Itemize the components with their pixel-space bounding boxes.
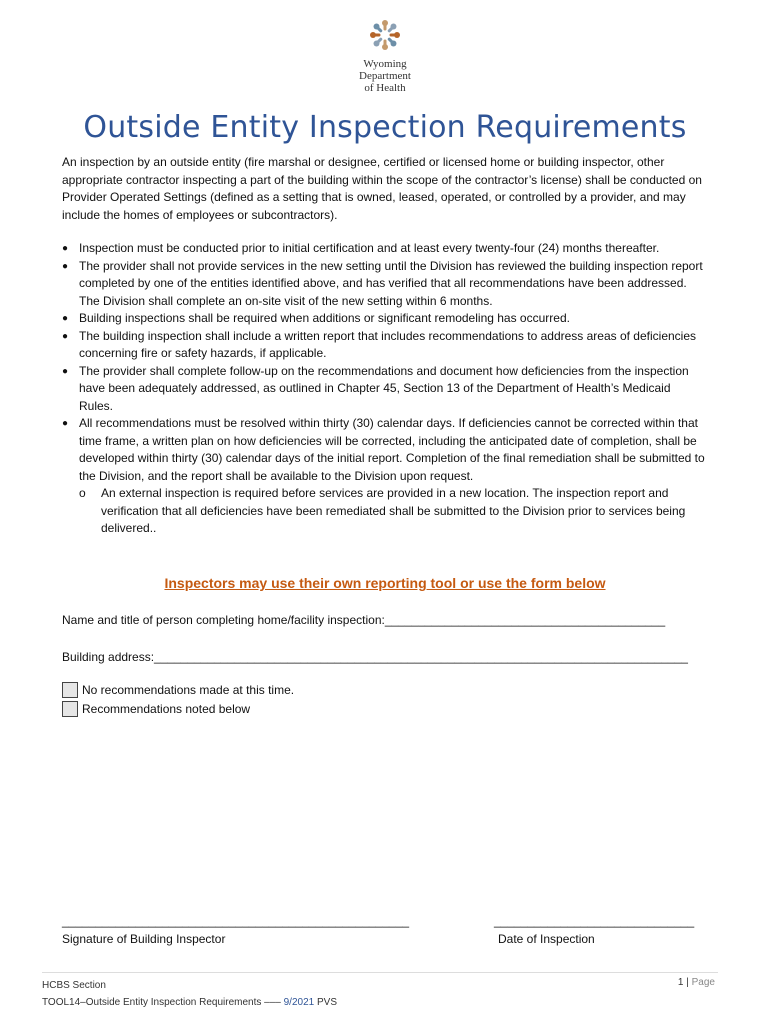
footer-section: HCBS Section xyxy=(42,980,106,991)
no-recommendations-label: No recommendations made at this time. xyxy=(82,683,295,697)
sub-list xyxy=(79,485,707,538)
bullet-icon: ● xyxy=(62,260,69,272)
list-item-text: Building inspections shall be required when additions or significant remodeling has occurred. xyxy=(79,311,570,325)
list-item-text: The provider shall complete follow-up on the recommendations and document how deficiencies from the inspection have been adequately addressed, as outlined in Chapter 45, Section 13 of the Department of Health’s Medicaid Rules. xyxy=(79,363,689,413)
reporting-heading: Inspectors may use their own reporting tool or use the form below xyxy=(164,575,606,591)
recommendations-noted-checkbox[interactable] xyxy=(62,701,78,717)
intro-paragraph: An inspection by an outside entity (fire marshal or designee, certified or licensed home or building inspector, other appropriate contractor inspecting a part of the building within the scope of the contractor’s license) shall be conducted on Provider Operated Settings (defined as a setting that is owned, leased, operated, or controlled by a provider, and may include the homes of employees or subcontractors). xyxy=(62,155,702,222)
list-item xyxy=(62,310,707,328)
logo-figure-head xyxy=(382,44,388,50)
wdh-logo xyxy=(0,14,770,94)
logo-text xyxy=(0,58,770,94)
bullet-icon: ● xyxy=(62,313,69,324)
logo-figure-head xyxy=(394,32,400,38)
footer-doc-suffix: PVS xyxy=(314,997,338,1008)
wdh-logo-mark-icon xyxy=(365,14,405,56)
logo-figure-head xyxy=(390,40,396,46)
list-item-text: All recommendations must be resolved within thirty (30) calendar days. If deficiencies cannot be corrected within that time frame, a written plan on how deficiencies will be corrected, including the anticipated date of completion, shall be developed within thirty (30) calendar days of the initial report. Completion of the final remediation shall be submitted to the Division, and the report shall be available to the Division upon request. xyxy=(79,416,705,483)
footer-left xyxy=(42,977,337,1011)
logo-line-1: Wyoming xyxy=(363,58,407,70)
logo-line-2: Department xyxy=(359,70,411,82)
bullet-icon: ● xyxy=(62,418,69,429)
list-item xyxy=(62,240,707,258)
list-item xyxy=(62,258,707,311)
date-label: Date of Inspection xyxy=(498,932,595,946)
sub-list-item-text: An external inspection is required before services are provided in a new location. The inspection report and verification that all deficiencies have been remediated shall be submitted to the Division prior to services being delivered.. xyxy=(101,486,686,535)
logo-line-3: of Health xyxy=(364,82,406,94)
bullet-icon: ● xyxy=(62,243,69,254)
page-separator: | xyxy=(683,977,692,988)
name-title-field[interactable]: Name and title of person completing home/facility inspection:__________________________________________ xyxy=(62,613,666,627)
logo-figure-head xyxy=(374,24,380,30)
list-item xyxy=(62,363,707,416)
sub-list-item xyxy=(79,485,707,538)
date-field[interactable]: ______________________________ xyxy=(494,914,695,928)
page-number xyxy=(678,977,715,988)
requirements-list xyxy=(62,240,707,538)
list-item-text: The building inspection shall include a written report that includes recommendations to address areas of deficiencies concerning fire or safety hazards, if applicable. xyxy=(79,328,697,360)
footer-doc-id xyxy=(42,994,337,1011)
footer-divider xyxy=(42,972,718,973)
footer-doc-prefix: TOOL14–Outside Entity Inspection Requirements ––– xyxy=(42,997,284,1008)
no-recommendations-row xyxy=(62,682,294,698)
circle-bullet-icon: o xyxy=(79,486,86,500)
page-title: Outside Entity Inspection Requirements xyxy=(83,110,687,145)
footer-doc-date: 9/2021 xyxy=(283,997,315,1008)
bullet-icon: ● xyxy=(62,365,69,377)
building-address-field[interactable]: Building address:________________________________________________________________________________ xyxy=(62,650,688,664)
no-recommendations-checkbox[interactable] xyxy=(62,682,78,698)
list-item-text: Inspection must be conducted prior to initial certification and at least every twenty-four (24) months thereafter. xyxy=(79,241,660,255)
bullet-icon: ● xyxy=(62,330,69,342)
logo-figure-head xyxy=(382,20,388,26)
signature-label: Signature of Building Inspector xyxy=(62,932,226,946)
logo-figure-head xyxy=(374,40,380,46)
logo-figure-head xyxy=(370,32,376,38)
list-item xyxy=(62,328,707,363)
list-item-text: The provider shall not provide services in the new setting until the Division has reviewed the building inspection report completed by one of the entities identified above, and has verified that all recommendations have been addressed. The Division shall complete an on-site visit of the new setting within 6 months. xyxy=(79,258,703,308)
page-number-value: 1 xyxy=(677,977,684,988)
list-item xyxy=(62,415,707,538)
recommendations-noted-label: Recommendations noted below xyxy=(82,702,251,716)
page-word: Page xyxy=(691,977,715,988)
recommendations-noted-row xyxy=(62,701,250,717)
signature-field[interactable]: ____________________________________________________ xyxy=(62,914,410,928)
logo-figure-head xyxy=(390,24,396,30)
